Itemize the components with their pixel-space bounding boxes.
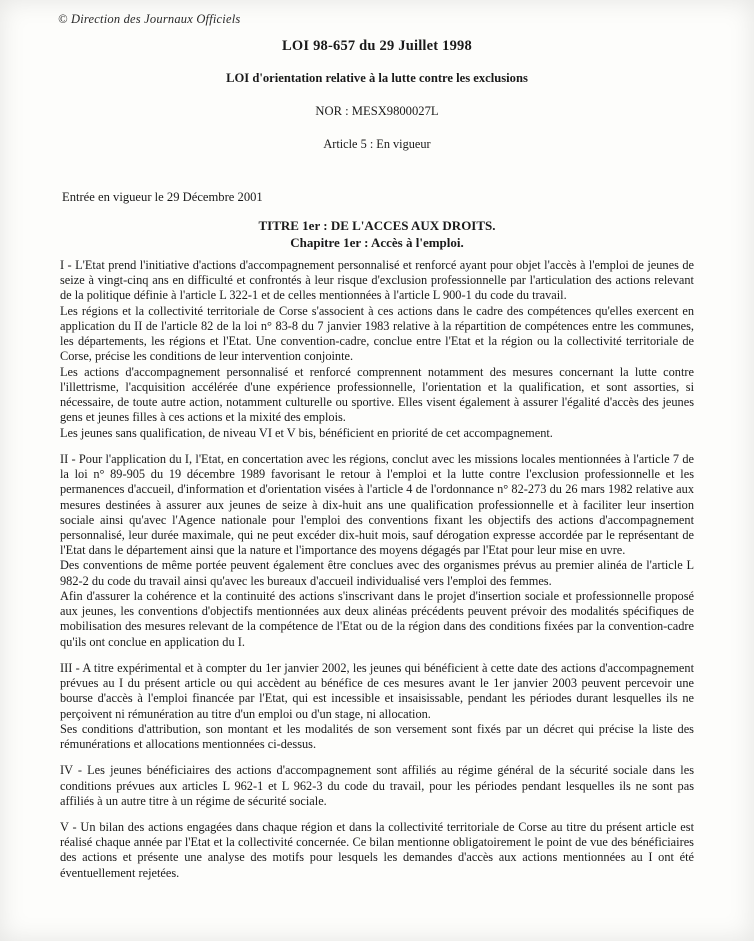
law-title: LOI 98-657 du 29 Juillet 1998 [282, 38, 472, 54]
paragraph: III - A titre expérimental et à compter du 1er janvier 2002, les jeunes qui bénéficient à cette date des actions d'accompagnement prévues au I du présent article ou qui accèdent au bénéfice de ces mesures avant le 1er janvier 2003 peuvent percevoir une bourse d'accès à l'emploi financée par l'Etat, qui est incessible et insaisissable, pendant les périodes durant lesquelles ils ne perçoivent ni rémunération au titre d'un emploi ou d'un stage, ni allocation. [60, 660, 694, 721]
paragraph: Les régions et la collectivité territoriale de Corse s'associent à ces actions dans le cadre des compétences qu'elles exercent en application du II de l'article 82 de la loi n° 83-8 du 7 janvier 1983 relative à la répartition de compétences entre les communes, les départements, les régions et l'Etat. Une convention-cadre, conclue entre l'Etat et la région ou la collectivité territoriale de Corse, précise les conditions de leur intervention conjointe. [60, 303, 694, 364]
document-header [0, 38, 754, 152]
paragraph: Les actions d'accompagnement personnalisé et renforcé comprennent notamment des mesures concernant la lutte contre l'illettrisme, l'acquisition accélérée d'une expérience professionnelle, l'orientation et la qualification, et sont assorties, si nécessaire, de toute autre action, notamment culturelle ou sportive. Elles visent également à assurer l'égalité d'accès des jeunes gens et jeunes filles à ces actions et la mixité des emplois. [60, 364, 694, 425]
paragraph-spacer [60, 809, 694, 820]
article-status: Article 5 : En vigueur [323, 137, 431, 151]
paragraph-spacer [60, 752, 694, 763]
nor-reference: NOR : MESX9800027L [315, 104, 439, 118]
document-body [60, 258, 694, 881]
paragraph-spacer [60, 441, 694, 452]
entry-into-force: Entrée en vigueur le 29 Décembre 2001 [62, 190, 263, 204]
paragraph: II - Pour l'application du I, l'Etat, en concertation avec les régions, conclut avec les missions locales mentionnées à l'article 7 de la loi n° 89-905 du 19 décembre 1989 favorisant le retour à l'emploi et la lutte contre l'exclusion professionnelle et les permanences d'accueil, d'information et d'orientation visées à l'article 4 de l'ordonnance n° 82-273 du 26 mars 1982 relative aux mesures destinées à assurer aux jeunes de seize à dix-huit ans une qualification professionnelle et à faciliter leur insertion sociale ainsi qu'avec l'Agence nationale pour l'emploi des conventions fixant les objectifs des actions d'accompagnement personnalisé, leur durée maximale, qui ne peut excéder dix-huit mois, sauf dérogation expresse accordée par le représentant de l'Etat dans le département ainsi que la nature et l'importance des moyens dégagés par l'Etat pour leur mise en uvre. [60, 451, 694, 558]
paragraph: V - Un bilan des actions engagées dans chaque région et dans la collectivité territoriale de Corse au titre du présent article est réalisé chaque année par l'Etat et la collectivité concernée. Ce bilan mentionne obligatoirement le point de vue des bénéficiaires des actions et présente une analyse des motifs pour lesquels les demandes d'accès aux actions mentionnées au I ont été éventuellement rejetées. [60, 819, 694, 880]
chapter-heading: Chapitre 1er : Accès à l'emploi. [290, 234, 464, 250]
paragraph: Les jeunes sans qualification, de niveau VI et V bis, bénéficient en priorité de cet accompagnement. [60, 425, 553, 440]
section-headings [0, 218, 754, 251]
copyright-notice: © Direction des Journaux Officiels [58, 12, 241, 26]
paragraph: Afin d'assurer la cohérence et la continuité des actions s'inscrivant dans le projet d'insertion sociale et professionnelle proposé aux jeunes, les conventions d'objectifs mentionnées aux deux alinéas précédents peuvent prévoir des modalités spécifiques de mobilisation des mesures relevant de la compétence de l'Etat ou de la région dans des conditions fixées par la convention-cadre qu'ils ont conclue en application du I. [60, 588, 694, 649]
paragraph: Des conventions de même portée peuvent également être conclues avec des organismes prévus au premier alinéa de l'article L 982-2 du code du travail ainsi qu'avec les bureaux d'accueil individualisé vers l'emploi des femmes. [60, 558, 694, 588]
paragraph: Ses conditions d'attribution, son montant et les modalités de son versement sont fixés par un décret qui précise la liste des rémunérations et allocations mentionnées ci-dessus. [60, 721, 694, 752]
title-heading: TITRE 1er : DE L'ACCES AUX DROITS. [258, 218, 496, 233]
paragraph-spacer [60, 650, 694, 661]
paragraph: IV - Les jeunes bénéficiaires des actions d'accompagnement sont affiliés au régime général de la sécurité sociale dans les conditions prévues aux articles L 962-1 et L 962-3 du code du travail, pour les périodes pendant lesquelles ils ne sont pas affiliés à un autre titre à un régime de sécurité sociale. [60, 763, 694, 808]
law-subtitle: LOI d'orientation relative à la lutte contre les exclusions [226, 71, 528, 85]
paragraph: I - L'Etat prend l'initiative d'actions d'accompagnement personnalisé et renforcé ayant pour objet l'accès à l'emploi de jeunes de seize à vingt-cinq ans en difficulté et confrontés à leur risque d'exclusion professionnelle par l'articulation des actions relevant de la politique définie à l'article L 322-1 et de celles mentionnées à l'article L 900-1 du code du travail. [60, 258, 694, 303]
